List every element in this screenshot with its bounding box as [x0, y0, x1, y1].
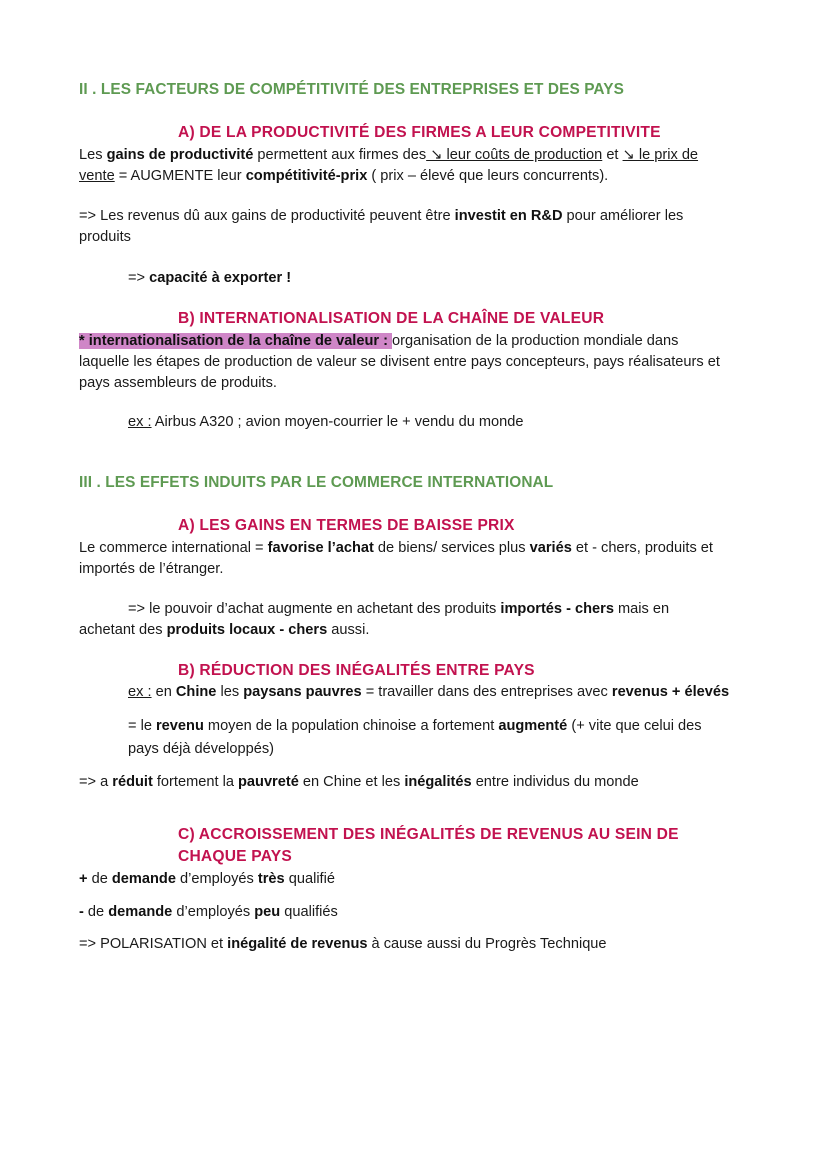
paragraph-revenues: => Les revenus dû aux gains de productivité peuvent être investit en R&D pour améliorer les produits — [79, 208, 684, 245]
section-iii-title: III . LES EFFETS INDUITS PAR LE COMMERCE INTERNATIONAL — [79, 474, 554, 491]
subsection-b-title: B) INTERNATIONALISATION DE LA CHAÎNE DE VALEUR — [178, 310, 605, 327]
subsection-c-title-line2: CHAQUE PAYS — [178, 848, 292, 865]
subsection-b-inequalities-title: B) RÉDUCTION DES INÉGALITÉS ENTRE PAYS — [178, 662, 535, 679]
paragraph-demand-high: + de demande d’employés très qualifié — [79, 871, 335, 887]
paragraph-poverty-reduction: => a réduit fortement la pauvreté en Chine et les inégalités entre individus du monde — [79, 774, 639, 790]
paragraph-airbus-example: ex : Airbus A320 ; avion moyen-courrier le + vendu du monde — [128, 414, 524, 430]
subsection-a-title: A) DE LA PRODUCTIVITÉ DES FIRMES A LEUR COMPETITIVITE — [178, 124, 661, 141]
highlighted-definition: * internationalisation de la chaîne de valeur : — [79, 333, 393, 349]
section-ii-title: II . LES FACTEURS DE COMPÉTITIVITÉ DES ENTREPRISES ET DES PAYS — [79, 81, 624, 98]
subsection-c-title-line1: C) ACCROISSEMENT DES INÉGALITÉS DE REVENUS AU SEIN DE — [178, 826, 679, 843]
paragraph-china-example: ex : en Chine les paysans pauvres = travailler dans des entreprises avec revenus + élevés — [128, 684, 730, 700]
paragraph-export: => capacité à exporter ! — [128, 270, 292, 286]
paragraph-productivity: Les gains de productivité permettent aux firmes des ↘ leur coûts de production et ↘ le prix de vente = AUGMENTE leur compétitivité-prix ( prix – élevé que leurs concurrents). — [79, 147, 699, 184]
paragraph-value-chain: * internationalisation de la chaîne de valeur : organisation de la production mondiale dans laquelle les étapes de production de valeur se divisent entre pays concepteurs, pays réalisateurs et pays assembleurs de produits. — [79, 333, 720, 391]
paragraph-income-increase: = le revenu moyen de la population chinoise a fortement augmenté (+ vite que celui des pays déjà développés) — [128, 718, 702, 757]
subsection-a-gains-title: A) LES GAINS EN TERMES DE BAISSE PRIX — [178, 517, 515, 534]
paragraph-demand-low: - de demande d’employés peu qualifiés — [79, 904, 338, 920]
paragraph-polarisation: => POLARISATION et inégalité de revenus à cause aussi du Progrès Technique — [79, 936, 607, 952]
paragraph-trade: Le commerce international = favorise l’achat de biens/ services plus variés et - chers, produits et importés de l’étranger. — [79, 540, 713, 577]
paragraph-purchasing-power: => le pouvoir d’achat augmente en achetant des produits importés - chers mais en achetant des produits locaux - chers aussi. — [79, 601, 670, 638]
